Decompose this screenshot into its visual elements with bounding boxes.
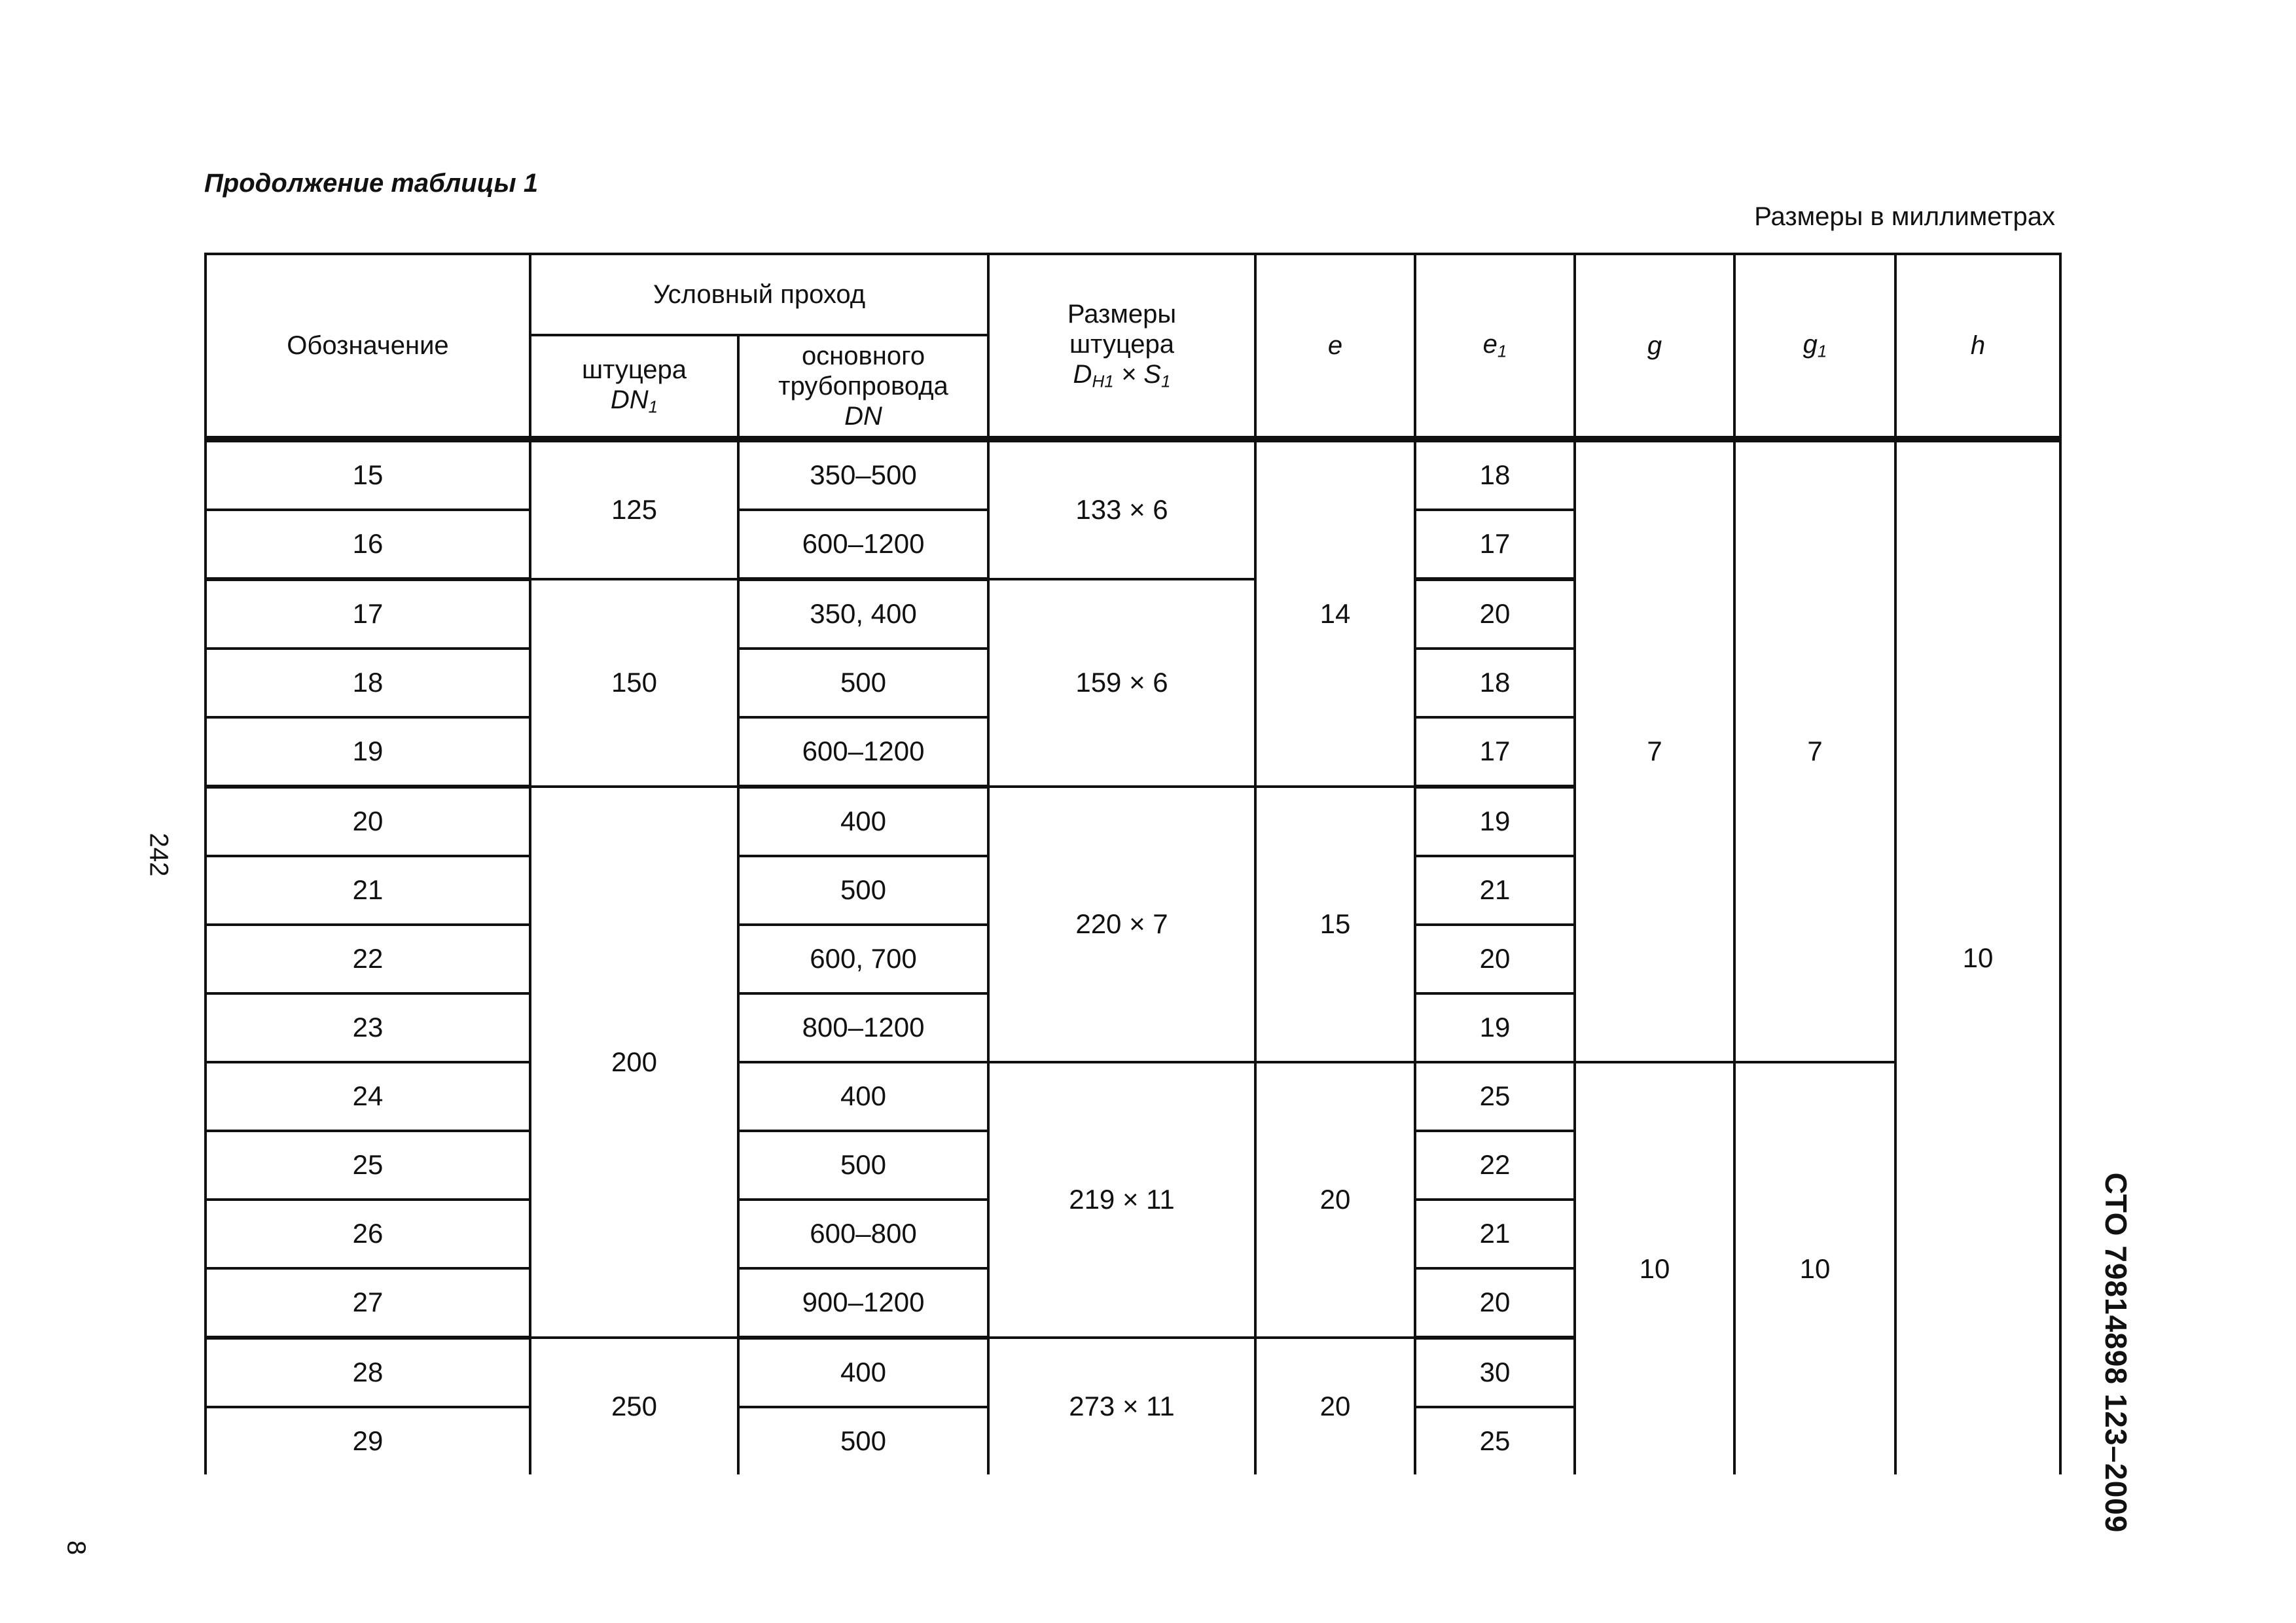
cell-pipe-dn: 500 xyxy=(738,856,988,925)
cell-designation: 26 xyxy=(206,1200,530,1268)
cell-fitting-dn: 250 xyxy=(530,1338,738,1474)
cell-designation: 29 xyxy=(206,1407,530,1474)
cell-designation: 16 xyxy=(206,510,530,579)
cell-e: 20 xyxy=(1255,1062,1415,1338)
table-row xyxy=(206,1062,2060,1131)
header-e: e xyxy=(1255,254,1415,439)
cell-e1: 20 xyxy=(1415,925,1575,993)
header-fitting-sizes xyxy=(988,254,1255,439)
page-number: 8 xyxy=(62,1540,91,1556)
cell-g: 7 xyxy=(1575,439,1734,1062)
cell-fitting-sizes: 219 × 11 xyxy=(988,1062,1255,1338)
cell-e: 20 xyxy=(1255,1338,1415,1474)
cell-pipe-dn: 800–1200 xyxy=(738,993,988,1062)
table-caption: Продолжение таблицы 1 xyxy=(204,169,539,198)
cell-fitting-dn: 125 xyxy=(530,439,738,579)
cell-pipe-dn: 600–800 xyxy=(738,1200,988,1268)
cell-pipe-dn: 600, 700 xyxy=(738,925,988,993)
cell-e: 15 xyxy=(1255,787,1415,1062)
header-fitting-sizes-line2: штуцера xyxy=(1069,330,1175,359)
header-h: h xyxy=(1895,254,2060,439)
cell-e1: 18 xyxy=(1415,439,1575,510)
cell-designation: 19 xyxy=(206,717,530,787)
header-pipe-dn: основного трубопровода DN xyxy=(738,335,988,439)
cell-pipe-dn: 500 xyxy=(738,1131,988,1200)
cell-e1: 30 xyxy=(1415,1338,1575,1407)
cell-designation: 27 xyxy=(206,1268,530,1338)
cell-g1: 10 xyxy=(1734,1062,1895,1474)
cell-pipe-dn: 600–1200 xyxy=(738,717,988,787)
cell-e1: 22 xyxy=(1415,1131,1575,1200)
cell-e1: 17 xyxy=(1415,510,1575,579)
cell-e1: 19 xyxy=(1415,787,1575,856)
cell-pipe-dn: 400 xyxy=(738,1338,988,1407)
cell-designation: 28 xyxy=(206,1338,530,1407)
cell-designation: 21 xyxy=(206,856,530,925)
cell-designation: 23 xyxy=(206,993,530,1062)
header-designation: Обозначение xyxy=(206,254,530,439)
cell-e1: 25 xyxy=(1415,1062,1575,1131)
cell-e1: 17 xyxy=(1415,717,1575,787)
cell-pipe-dn: 900–1200 xyxy=(738,1268,988,1338)
header-g: g xyxy=(1575,254,1734,439)
table-row xyxy=(206,439,2060,510)
header-g1: $g_1$ xyxy=(1734,254,1895,439)
cell-g: 10 xyxy=(1575,1062,1734,1474)
cell-designation: 15 xyxy=(206,439,530,510)
cell-pipe-dn: 350, 400 xyxy=(738,579,988,649)
cell-g1: 7 xyxy=(1734,439,1895,1062)
cell-designation: 24 xyxy=(206,1062,530,1131)
cell-pipe-dn: 600–1200 xyxy=(738,510,988,579)
header-fitting-sizes-line1: Размеры xyxy=(1067,300,1177,329)
standard-code: СТО 79814898 123–2009 xyxy=(2099,1172,2133,1533)
cell-h: 10 xyxy=(1895,439,2060,1474)
side-page-number: 242 xyxy=(144,832,173,877)
cell-fitting-sizes: 133 × 6 xyxy=(988,439,1255,579)
cell-e1: 21 xyxy=(1415,856,1575,925)
cell-fitting-dn: 150 xyxy=(530,579,738,787)
cell-designation: 17 xyxy=(206,579,530,649)
header-fitting-dn: штуцера $DN_1$ xyxy=(530,335,738,439)
cell-fitting-sizes: 220 × 7 xyxy=(988,787,1255,1062)
cell-designation: 18 xyxy=(206,649,530,717)
dimensions-table xyxy=(204,253,2062,1474)
units-note: Размеры в миллиметрах xyxy=(1754,202,2055,231)
header-nominal-bore: Условный проход xyxy=(530,254,988,335)
cell-e1: 20 xyxy=(1415,579,1575,649)
cell-fitting-sizes: 273 × 11 xyxy=(988,1338,1255,1474)
cell-e: 14 xyxy=(1255,439,1415,787)
cell-designation: 25 xyxy=(206,1131,530,1200)
cell-fitting-sizes: 159 × 6 xyxy=(988,579,1255,787)
cell-pipe-dn: 350–500 xyxy=(738,439,988,510)
cell-fitting-dn: 200 xyxy=(530,787,738,1338)
cell-designation: 20 xyxy=(206,787,530,856)
cell-pipe-dn: 500 xyxy=(738,649,988,717)
header-fitting-sizes-formula: $D_{H1} \times S_1$ xyxy=(1073,360,1171,391)
cell-e1: 21 xyxy=(1415,1200,1575,1268)
cell-pipe-dn: 500 xyxy=(738,1407,988,1474)
cell-pipe-dn: 400 xyxy=(738,1062,988,1131)
cell-e1: 19 xyxy=(1415,993,1575,1062)
cell-pipe-dn: 400 xyxy=(738,787,988,856)
header-e1: $e_1$ xyxy=(1415,254,1575,439)
cell-e1: 25 xyxy=(1415,1407,1575,1474)
cell-e1: 20 xyxy=(1415,1268,1575,1338)
cell-designation: 22 xyxy=(206,925,530,993)
cell-e1: 18 xyxy=(1415,649,1575,717)
